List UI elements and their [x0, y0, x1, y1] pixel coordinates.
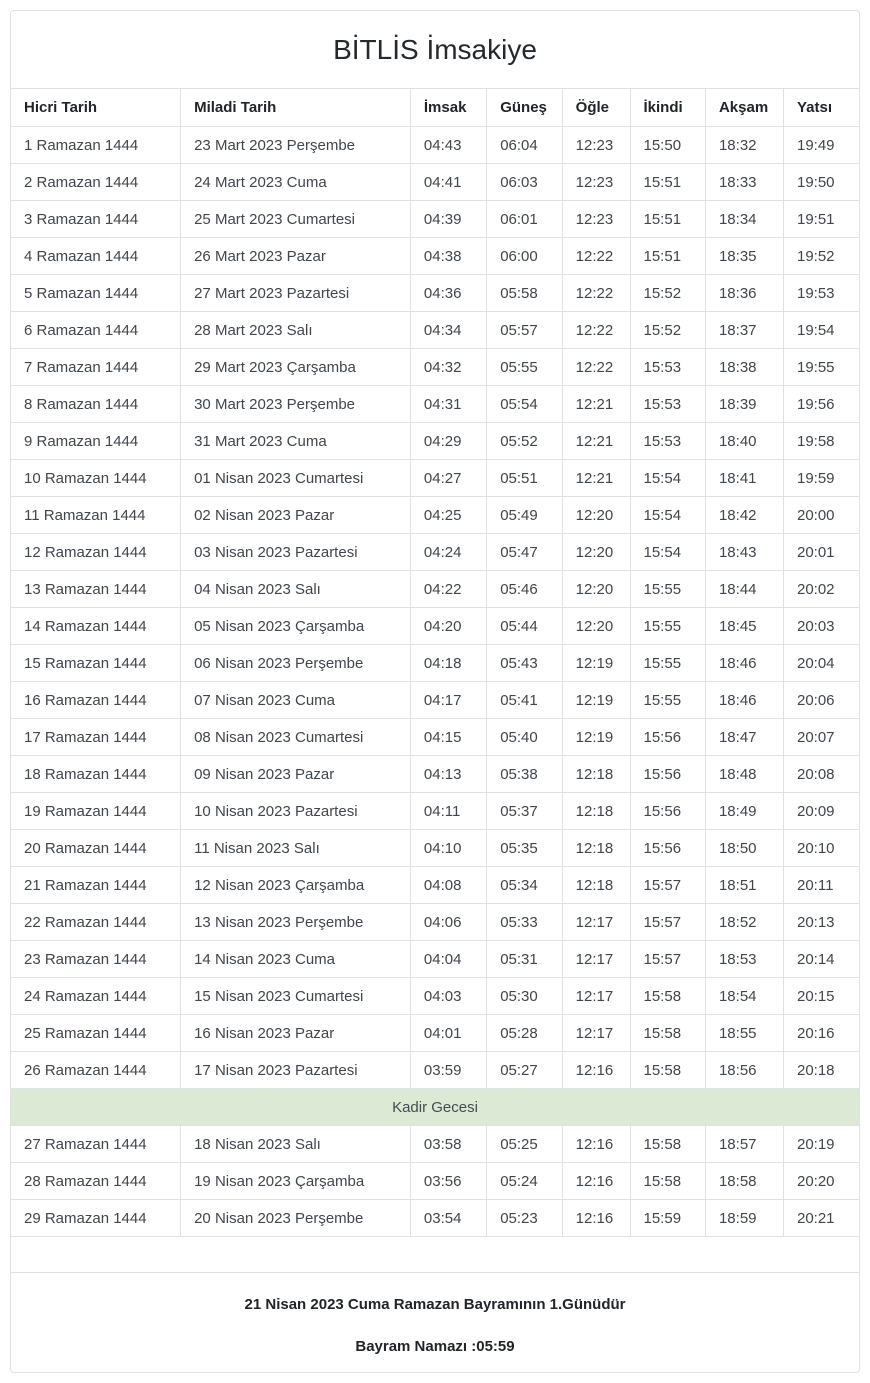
header-ikindi: İkindi	[630, 89, 705, 127]
cell-aksam: 18:59	[705, 1200, 783, 1237]
cell-gunes: 05:58	[487, 275, 562, 312]
header-hicri-tarih: Hicri Tarih	[11, 89, 181, 127]
prayer-table-body	[11, 127, 859, 1237]
cell-hicri-tarih: 7 Ramazan 1444	[11, 349, 181, 386]
cell-ogle: 12:18	[562, 867, 630, 904]
cell-ikindi: 15:57	[630, 904, 705, 941]
cell-imsak: 04:03	[410, 978, 486, 1015]
cell-gunes: 05:47	[487, 534, 562, 571]
cell-gunes: 05:51	[487, 460, 562, 497]
table-row	[11, 756, 859, 793]
cell-miladi-tarih: 09 Nisan 2023 Pazar	[181, 756, 411, 793]
table-row	[11, 904, 859, 941]
table-row	[11, 460, 859, 497]
cell-yatsi: 19:58	[783, 423, 859, 460]
cell-ogle: 12:22	[562, 349, 630, 386]
cell-gunes: 05:25	[487, 1126, 562, 1163]
cell-hicri-tarih: 28 Ramazan 1444	[11, 1163, 181, 1200]
table-row	[11, 201, 859, 238]
cell-yatsi: 19:56	[783, 386, 859, 423]
cell-yatsi: 20:02	[783, 571, 859, 608]
table-row	[11, 312, 859, 349]
cell-miladi-tarih: 03 Nisan 2023 Pazartesi	[181, 534, 411, 571]
cell-hicri-tarih: 13 Ramazan 1444	[11, 571, 181, 608]
cell-aksam: 18:58	[705, 1163, 783, 1200]
cell-gunes: 05:52	[487, 423, 562, 460]
cell-yatsi: 20:04	[783, 645, 859, 682]
cell-ikindi: 15:55	[630, 571, 705, 608]
table-row	[11, 571, 859, 608]
cell-ogle: 12:17	[562, 1015, 630, 1052]
cell-hicri-tarih: 15 Ramazan 1444	[11, 645, 181, 682]
cell-gunes: 06:04	[487, 127, 562, 164]
cell-gunes: 06:00	[487, 238, 562, 275]
table-row	[11, 349, 859, 386]
cell-imsak: 04:08	[410, 867, 486, 904]
cell-hicri-tarih: 6 Ramazan 1444	[11, 312, 181, 349]
cell-yatsi: 20:11	[783, 867, 859, 904]
table-row	[11, 1163, 859, 1200]
cell-miladi-tarih: 11 Nisan 2023 Salı	[181, 830, 411, 867]
header-ogle: Öğle	[562, 89, 630, 127]
cell-gunes: 05:49	[487, 497, 562, 534]
cell-ikindi: 15:51	[630, 238, 705, 275]
cell-imsak: 03:54	[410, 1200, 486, 1237]
cell-yatsi: 20:07	[783, 719, 859, 756]
spacer-body	[11, 1237, 859, 1273]
table-row	[11, 1052, 859, 1089]
bayram-namazi-text: Bayram Namazı :05:59	[355, 1338, 515, 1355]
table-row	[11, 127, 859, 164]
cell-ogle: 12:20	[562, 571, 630, 608]
cell-ikindi: 15:56	[630, 756, 705, 793]
cell-ogle: 12:17	[562, 904, 630, 941]
header-aksam: Akşam	[705, 89, 783, 127]
cell-yatsi: 20:15	[783, 978, 859, 1015]
cell-ogle: 12:20	[562, 534, 630, 571]
cell-aksam: 18:50	[705, 830, 783, 867]
header-row	[11, 89, 859, 127]
cell-ikindi: 15:51	[630, 201, 705, 238]
table-row	[11, 645, 859, 682]
table-row	[11, 830, 859, 867]
cell-aksam: 18:48	[705, 756, 783, 793]
cell-gunes: 05:41	[487, 682, 562, 719]
cell-ogle: 12:17	[562, 978, 630, 1015]
cell-imsak: 04:29	[410, 423, 486, 460]
cell-hicri-tarih: 17 Ramazan 1444	[11, 719, 181, 756]
cell-gunes: 06:01	[487, 201, 562, 238]
cell-aksam: 18:56	[705, 1052, 783, 1089]
cell-ogle: 12:23	[562, 201, 630, 238]
table-row	[11, 682, 859, 719]
cell-aksam: 18:41	[705, 460, 783, 497]
cell-yatsi: 20:09	[783, 793, 859, 830]
cell-ikindi: 15:54	[630, 497, 705, 534]
cell-gunes: 05:33	[487, 904, 562, 941]
cell-aksam: 18:46	[705, 645, 783, 682]
cell-ikindi: 15:57	[630, 867, 705, 904]
cell-yatsi: 20:10	[783, 830, 859, 867]
cell-miladi-tarih: 17 Nisan 2023 Pazartesi	[181, 1052, 411, 1089]
cell-ikindi: 15:53	[630, 423, 705, 460]
cell-ogle: 12:18	[562, 793, 630, 830]
cell-gunes: 05:37	[487, 793, 562, 830]
header-yatsi: Yatsı	[783, 89, 859, 127]
cell-yatsi: 20:06	[783, 682, 859, 719]
cell-aksam: 18:34	[705, 201, 783, 238]
cell-hicri-tarih: 19 Ramazan 1444	[11, 793, 181, 830]
cell-ogle: 12:21	[562, 386, 630, 423]
table-row	[11, 534, 859, 571]
cell-ikindi: 15:53	[630, 349, 705, 386]
cell-aksam: 18:35	[705, 238, 783, 275]
cell-hicri-tarih: 10 Ramazan 1444	[11, 460, 181, 497]
cell-imsak: 04:13	[410, 756, 486, 793]
cell-hicri-tarih: 24 Ramazan 1444	[11, 978, 181, 1015]
cell-ikindi: 15:56	[630, 830, 705, 867]
page-title: BİTLİS İmsakiye	[333, 34, 537, 65]
kadir-gecesi-row	[11, 1089, 859, 1126]
cell-aksam: 18:38	[705, 349, 783, 386]
cell-gunes: 05:44	[487, 608, 562, 645]
cell-imsak: 04:01	[410, 1015, 486, 1052]
cell-imsak: 04:34	[410, 312, 486, 349]
cell-aksam: 18:53	[705, 941, 783, 978]
cell-gunes: 05:46	[487, 571, 562, 608]
cell-gunes: 05:43	[487, 645, 562, 682]
cell-yatsi: 19:51	[783, 201, 859, 238]
cell-ogle: 12:17	[562, 941, 630, 978]
cell-ogle: 12:16	[562, 1052, 630, 1089]
cell-miladi-tarih: 07 Nisan 2023 Cuma	[181, 682, 411, 719]
cell-imsak: 04:32	[410, 349, 486, 386]
cell-miladi-tarih: 18 Nisan 2023 Salı	[181, 1126, 411, 1163]
cell-ikindi: 15:57	[630, 941, 705, 978]
cell-ikindi: 15:56	[630, 719, 705, 756]
cell-aksam: 18:49	[705, 793, 783, 830]
cell-miladi-tarih: 25 Mart 2023 Cumartesi	[181, 201, 411, 238]
cell-ikindi: 15:56	[630, 793, 705, 830]
cell-yatsi: 19:49	[783, 127, 859, 164]
cell-ogle: 12:20	[562, 497, 630, 534]
cell-imsak: 04:31	[410, 386, 486, 423]
cell-gunes: 05:28	[487, 1015, 562, 1052]
cell-miladi-tarih: 16 Nisan 2023 Pazar	[181, 1015, 411, 1052]
cell-yatsi: 20:21	[783, 1200, 859, 1237]
cell-ogle: 12:22	[562, 238, 630, 275]
cell-yatsi: 19:59	[783, 460, 859, 497]
cell-aksam: 18:51	[705, 867, 783, 904]
cell-miladi-tarih: 23 Mart 2023 Perşembe	[181, 127, 411, 164]
cell-ikindi: 15:58	[630, 978, 705, 1015]
cell-hicri-tarih: 26 Ramazan 1444	[11, 1052, 181, 1089]
cell-miladi-tarih: 30 Mart 2023 Perşembe	[181, 386, 411, 423]
cell-ikindi: 15:51	[630, 164, 705, 201]
cell-yatsi: 20:08	[783, 756, 859, 793]
bayram-note	[11, 1273, 859, 1372]
cell-miladi-tarih: 13 Nisan 2023 Perşembe	[181, 904, 411, 941]
table-row	[11, 978, 859, 1015]
cell-miladi-tarih: 31 Mart 2023 Cuma	[181, 423, 411, 460]
cell-ikindi: 15:55	[630, 645, 705, 682]
empty-row	[11, 1237, 859, 1273]
cell-gunes: 05:23	[487, 1200, 562, 1237]
cell-hicri-tarih: 1 Ramazan 1444	[11, 127, 181, 164]
cell-gunes: 05:54	[487, 386, 562, 423]
cell-aksam: 18:37	[705, 312, 783, 349]
cell-ikindi: 15:53	[630, 386, 705, 423]
cell-ogle: 12:18	[562, 756, 630, 793]
cell-aksam: 18:42	[705, 497, 783, 534]
cell-miladi-tarih: 05 Nisan 2023 Çarşamba	[181, 608, 411, 645]
cell-imsak: 04:17	[410, 682, 486, 719]
cell-ikindi: 15:58	[630, 1163, 705, 1200]
table-row	[11, 1200, 859, 1237]
bayram-day-text: 21 Nisan 2023 Cuma Ramazan Bayramının 1.Günüdür	[244, 1296, 626, 1313]
cell-yatsi: 20:00	[783, 497, 859, 534]
cell-miladi-tarih: 04 Nisan 2023 Salı	[181, 571, 411, 608]
cell-ogle: 12:22	[562, 312, 630, 349]
cell-yatsi: 19:53	[783, 275, 859, 312]
cell-imsak: 04:41	[410, 164, 486, 201]
cell-gunes: 05:40	[487, 719, 562, 756]
cell-imsak: 03:56	[410, 1163, 486, 1200]
cell-hicri-tarih: 12 Ramazan 1444	[11, 534, 181, 571]
cell-ogle: 12:20	[562, 608, 630, 645]
cell-miladi-tarih: 02 Nisan 2023 Pazar	[181, 497, 411, 534]
cell-aksam: 18:32	[705, 127, 783, 164]
cell-ogle: 12:19	[562, 719, 630, 756]
cell-yatsi: 20:14	[783, 941, 859, 978]
table-row	[11, 608, 859, 645]
cell-miladi-tarih: 12 Nisan 2023 Çarşamba	[181, 867, 411, 904]
cell-gunes: 05:35	[487, 830, 562, 867]
cell-yatsi: 19:54	[783, 312, 859, 349]
cell-yatsi: 20:19	[783, 1126, 859, 1163]
cell-ogle: 12:23	[562, 164, 630, 201]
cell-imsak: 04:04	[410, 941, 486, 978]
cell-ikindi: 15:58	[630, 1015, 705, 1052]
cell-hicri-tarih: 21 Ramazan 1444	[11, 867, 181, 904]
cell-gunes: 05:31	[487, 941, 562, 978]
table-row	[11, 719, 859, 756]
cell-yatsi: 19:50	[783, 164, 859, 201]
cell-hicri-tarih: 9 Ramazan 1444	[11, 423, 181, 460]
table-row	[11, 423, 859, 460]
cell-hicri-tarih: 5 Ramazan 1444	[11, 275, 181, 312]
table-row	[11, 941, 859, 978]
cell-imsak: 04:20	[410, 608, 486, 645]
table-header	[11, 89, 859, 127]
cell-aksam: 18:55	[705, 1015, 783, 1052]
cell-gunes: 05:30	[487, 978, 562, 1015]
cell-hicri-tarih: 22 Ramazan 1444	[11, 904, 181, 941]
cell-hicri-tarih: 8 Ramazan 1444	[11, 386, 181, 423]
cell-ikindi: 15:50	[630, 127, 705, 164]
cell-imsak: 04:24	[410, 534, 486, 571]
cell-ikindi: 15:55	[630, 682, 705, 719]
table-row	[11, 238, 859, 275]
cell-imsak: 03:58	[410, 1126, 486, 1163]
cell-gunes: 05:24	[487, 1163, 562, 1200]
cell-imsak: 04:27	[410, 460, 486, 497]
cell-hicri-tarih: 16 Ramazan 1444	[11, 682, 181, 719]
kadir-gecesi-label: Kadir Gecesi	[11, 1089, 859, 1126]
cell-aksam: 18:46	[705, 682, 783, 719]
cell-ogle: 12:21	[562, 423, 630, 460]
cell-ogle: 12:16	[562, 1126, 630, 1163]
cell-ikindi: 15:58	[630, 1052, 705, 1089]
header-miladi-tarih: Miladi Tarih	[181, 89, 411, 127]
header-gunes: Güneş	[487, 89, 562, 127]
cell-hicri-tarih: 11 Ramazan 1444	[11, 497, 181, 534]
table-row	[11, 867, 859, 904]
imsakiye-card	[10, 10, 860, 1373]
cell-hicri-tarih: 14 Ramazan 1444	[11, 608, 181, 645]
cell-imsak: 04:38	[410, 238, 486, 275]
cell-yatsi: 20:20	[783, 1163, 859, 1200]
cell-ikindi: 15:52	[630, 312, 705, 349]
cell-aksam: 18:36	[705, 275, 783, 312]
cell-yatsi: 19:52	[783, 238, 859, 275]
cell-gunes: 05:57	[487, 312, 562, 349]
cell-ogle: 12:19	[562, 682, 630, 719]
cell-hicri-tarih: 29 Ramazan 1444	[11, 1200, 181, 1237]
cell-hicri-tarih: 3 Ramazan 1444	[11, 201, 181, 238]
cell-gunes: 06:03	[487, 164, 562, 201]
cell-yatsi: 20:18	[783, 1052, 859, 1089]
cell-ikindi: 15:59	[630, 1200, 705, 1237]
cell-yatsi: 19:55	[783, 349, 859, 386]
cell-hicri-tarih: 20 Ramazan 1444	[11, 830, 181, 867]
cell-yatsi: 20:16	[783, 1015, 859, 1052]
cell-imsak: 04:15	[410, 719, 486, 756]
cell-miladi-tarih: 01 Nisan 2023 Cumartesi	[181, 460, 411, 497]
cell-miladi-tarih: 14 Nisan 2023 Cuma	[181, 941, 411, 978]
cell-miladi-tarih: 06 Nisan 2023 Perşembe	[181, 645, 411, 682]
cell-gunes: 05:38	[487, 756, 562, 793]
cell-aksam: 18:52	[705, 904, 783, 941]
cell-aksam: 18:33	[705, 164, 783, 201]
cell-miladi-tarih: 24 Mart 2023 Cuma	[181, 164, 411, 201]
cell-hicri-tarih: 23 Ramazan 1444	[11, 941, 181, 978]
cell-aksam: 18:39	[705, 386, 783, 423]
cell-hicri-tarih: 2 Ramazan 1444	[11, 164, 181, 201]
cell-miladi-tarih: 29 Mart 2023 Çarşamba	[181, 349, 411, 386]
cell-miladi-tarih: 28 Mart 2023 Salı	[181, 312, 411, 349]
cell-yatsi: 20:13	[783, 904, 859, 941]
cell-miladi-tarih: 27 Mart 2023 Pazartesi	[181, 275, 411, 312]
table-row	[11, 793, 859, 830]
cell-ogle: 12:16	[562, 1163, 630, 1200]
cell-imsak: 04:06	[410, 904, 486, 941]
cell-imsak: 04:36	[410, 275, 486, 312]
cell-gunes: 05:34	[487, 867, 562, 904]
cell-aksam: 18:40	[705, 423, 783, 460]
cell-yatsi: 20:03	[783, 608, 859, 645]
cell-aksam: 18:47	[705, 719, 783, 756]
cell-miladi-tarih: 19 Nisan 2023 Çarşamba	[181, 1163, 411, 1200]
cell-hicri-tarih: 27 Ramazan 1444	[11, 1126, 181, 1163]
cell-aksam: 18:45	[705, 608, 783, 645]
table-row	[11, 386, 859, 423]
cell-ikindi: 15:52	[630, 275, 705, 312]
cell-imsak: 04:43	[410, 127, 486, 164]
cell-hicri-tarih: 25 Ramazan 1444	[11, 1015, 181, 1052]
cell-hicri-tarih: 4 Ramazan 1444	[11, 238, 181, 275]
cell-ogle: 12:18	[562, 830, 630, 867]
cell-ikindi: 15:55	[630, 608, 705, 645]
cell-imsak: 04:11	[410, 793, 486, 830]
cell-imsak: 04:39	[410, 201, 486, 238]
cell-yatsi: 20:01	[783, 534, 859, 571]
cell-ogle: 12:16	[562, 1200, 630, 1237]
cell-aksam: 18:43	[705, 534, 783, 571]
cell-ikindi: 15:54	[630, 534, 705, 571]
cell-hicri-tarih: 18 Ramazan 1444	[11, 756, 181, 793]
table-row	[11, 497, 859, 534]
empty-cell	[11, 1237, 859, 1273]
cell-miladi-tarih: 08 Nisan 2023 Cumartesi	[181, 719, 411, 756]
cell-imsak: 04:18	[410, 645, 486, 682]
cell-imsak: 03:59	[410, 1052, 486, 1089]
cell-imsak: 04:25	[410, 497, 486, 534]
table-row	[11, 275, 859, 312]
cell-gunes: 05:55	[487, 349, 562, 386]
cell-aksam: 18:54	[705, 978, 783, 1015]
cell-ogle: 12:23	[562, 127, 630, 164]
cell-ogle: 12:19	[562, 645, 630, 682]
header-imsak: İmsak	[410, 89, 486, 127]
cell-aksam: 18:57	[705, 1126, 783, 1163]
cell-miladi-tarih: 20 Nisan 2023 Perşembe	[181, 1200, 411, 1237]
table-row	[11, 1126, 859, 1163]
cell-imsak: 04:10	[410, 830, 486, 867]
table-row	[11, 164, 859, 201]
cell-miladi-tarih: 10 Nisan 2023 Pazartesi	[181, 793, 411, 830]
cell-ogle: 12:21	[562, 460, 630, 497]
cell-miladi-tarih: 26 Mart 2023 Pazar	[181, 238, 411, 275]
prayer-times-table	[11, 88, 859, 1273]
cell-ikindi: 15:54	[630, 460, 705, 497]
table-row	[11, 1015, 859, 1052]
cell-imsak: 04:22	[410, 571, 486, 608]
cell-gunes: 05:27	[487, 1052, 562, 1089]
cell-ikindi: 15:58	[630, 1126, 705, 1163]
cell-aksam: 18:44	[705, 571, 783, 608]
cell-ogle: 12:22	[562, 275, 630, 312]
cell-miladi-tarih: 15 Nisan 2023 Cumartesi	[181, 978, 411, 1015]
